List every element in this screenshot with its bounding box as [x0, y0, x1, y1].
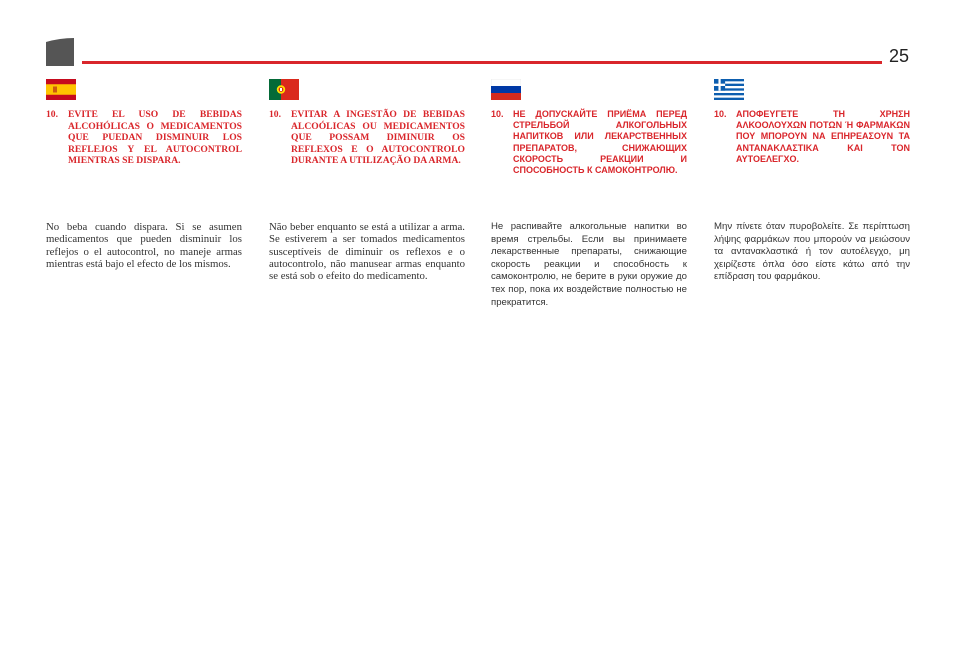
warning-heading	[46, 109, 242, 197]
russia-flag-icon	[491, 79, 521, 100]
heading-text: НЕ ДОПУСКАЙТЕ ПРИЁМА ПЕРЕД СТРЕЛЬБОЙ АЛКОГОЛЬНЫХ НАПИТКОВ ИЛИ ЛЕКАРСТВЕННЫХ ПРЕПАРАТОВ, СНИЖАЮЩИХ СКОРОСТЬ РЕАКЦИИ И СПОСОБНОСТЬ К САМОКОНТРОЛЮ.	[513, 109, 687, 176]
heading-text: ΑΠΟΦΕΥΓΕΤΕ ΤΗ ΧΡΗΣΗ ΑΛΚΟΟΛΟΥΧΩΝ ΠΟΤΩΝ Ή ΦΑΡΜΑΚΩΝ ΠΟΥ ΜΠΟΡΟΥΝ ΝΑ ΕΠΗΡΕΑΣΟΥΝ ΤΑ ΑΝΤΑΝΑΚΛΑΣΤΙΚΑ ΚΑΙ ΤΟΝ ΑΥΤΟΕΛΕΓΧΟ.	[736, 109, 910, 164]
body-paragraph: Не распивайте алкогольные напитки во время стрельбы. Если вы принимаете лекарственные препараты, снижающие скорость реакции и способность к самоконтролю, не берите в руки оружие до тех пор, пока их воздействие полностью не прекратится.	[491, 221, 687, 308]
item-number: 10.	[491, 109, 504, 119]
body-paragraph: Não beber enquanto se está a utilizar a arma. Se estiverem a ser tomados medicamentos susceptíveis de diminuir os reflexos e o autocontrolo, não manusear armas enquanto se está sob o efeito do medicamento.	[269, 221, 465, 283]
greece-flag-icon	[714, 79, 744, 100]
warning-heading	[714, 109, 910, 197]
column-spanish	[46, 79, 242, 270]
column-greek	[714, 79, 910, 284]
warning-heading	[491, 109, 687, 197]
item-number: 10.	[269, 109, 281, 120]
item-number: 10.	[46, 109, 58, 120]
portugal-flag-icon	[269, 79, 299, 100]
body-paragraph: Μην πίνετε όταν πυροβολείτε. Σε περίπτωση λήψης φαρμάκων που μπορούν να μειώσουν τα αντανακλαστικά ή τον αυτοέλεγχο, μη χειρίζεστε όπλα όσο είστε κάτω από την επίδραση του φαρμάκου.	[714, 221, 910, 283]
page-number: 25	[888, 46, 909, 66]
heading-text: EVITE EL USO DE BEBIDAS ALCOHÓLICAS O MEDICAMENTOS QUE PUEDAN DISMINUIR LOS REFLEJOS Y EL AUTOCONTROL MIENTRAS SE DISPARA.	[68, 109, 242, 167]
body-paragraph: No beba cuando dispara. Si se asumen medicamentos que pueden disminuir los reflejos o el autocontrol, no maneje armas mientras está bajo el efecto de los mismos.	[46, 221, 242, 270]
corner-tab-mark	[46, 38, 74, 66]
column-russian	[491, 79, 687, 309]
heading-text: EVITAR A INGESTÃO DE BEBIDAS ALCOÓLICAS OU MEDICAMENTOS QUE POSSAM DIMINUIR OS REFLEXOS E O AUTOCONTROLO DURANTE A UTILIZAÇÃO DA ARMA.	[291, 109, 465, 167]
header-rule	[82, 61, 882, 64]
item-number: 10.	[714, 109, 727, 119]
spain-flag-icon	[46, 79, 76, 100]
warning-heading	[269, 109, 465, 197]
column-portuguese	[269, 79, 465, 282]
